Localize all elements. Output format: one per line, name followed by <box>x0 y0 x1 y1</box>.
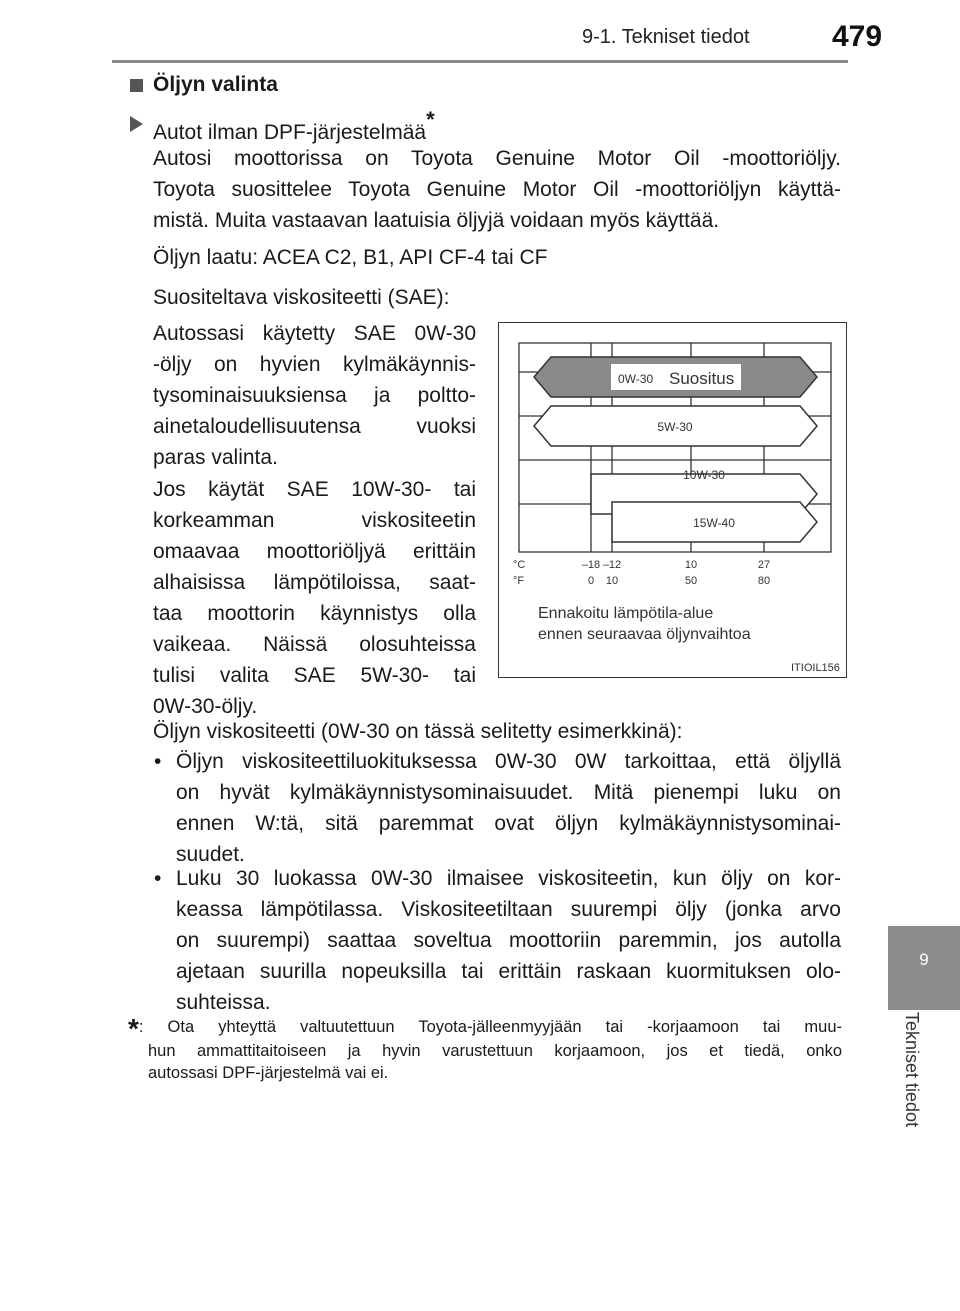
text-line: autossasi DPF-järjestelmä vai ei. <box>148 1064 389 1082</box>
text-line: taa moottorin käynnistys olla <box>153 602 476 625</box>
text-line: Öljyn viskositeettiluokituksessa 0W-30 0W tarkoittaa, että öljyllä <box>176 750 841 773</box>
text-line: -öljy on hyvien kylmäkäynnis- <box>153 353 476 376</box>
grade-label-0w30: 0W-30 <box>618 372 654 386</box>
text-line: tulisi valita SAE 5W-30- tai <box>153 664 476 687</box>
text-line: vaikeaa. Näissä olosuhteissa <box>153 633 476 656</box>
header-section-title: 9-1. Tekniset tiedot <box>582 26 750 48</box>
text-line: Luku 30 luokassa 0W-30 ilmaisee viskositeetin, kun öljy on kor- <box>176 867 841 890</box>
explain-intro: Öljyn viskositeetti (0W-30 on tässä selitetty esimerkkinä): <box>153 720 683 743</box>
fahrenheit-tick: 10 <box>605 575 619 587</box>
text-line: suudet. <box>176 843 245 866</box>
bullet-item <box>154 746 841 870</box>
text-line: tysominaisuuksiensa ja poltto- <box>153 384 476 407</box>
triangle-bullet-icon <box>130 116 143 132</box>
text-line: Jos käytät SAE 10W-30- tai <box>153 478 476 501</box>
text-line: korkeamman viskositeetin <box>153 509 476 532</box>
bullet-item <box>154 863 841 1018</box>
section-square-icon <box>130 79 143 92</box>
viscosity-chart <box>499 323 845 676</box>
fahrenheit-tick: 50 <box>684 575 698 587</box>
text-line: Toyota suosittelee Toyota Genuine Motor Oil -moottoriöljyn käyttä- <box>153 178 841 201</box>
celsius-tick: 10 <box>684 559 698 571</box>
text-line: on suurempi) saattaa soveltua moottoriin paremmin, jos autolla <box>176 929 841 952</box>
viscosity-figure <box>498 322 847 678</box>
header-rule <box>112 60 848 63</box>
text-line: ajetaan suurilla nopeuksilla tai erittäin raskaan kuormituksen olo- <box>176 960 841 983</box>
text-line: ennen W:tä, sitä paremmat ovat öljyn kylmäkäynnistysominai- <box>176 812 841 835</box>
intro-paragraph <box>153 143 841 236</box>
fahrenheit-tick: 0 <box>587 575 595 587</box>
grade-label-15w40: 15W-40 <box>693 516 735 530</box>
footnote <box>128 1013 842 1084</box>
text-line: *: Ota yhteyttä valtuutettuun Toyota-jälleenmyyjään tai -korjaamoon tai muu- <box>128 1013 842 1044</box>
figure-caption-line: ennen seuraavaa öljynvaihtoa <box>538 626 751 643</box>
celsius-tick: 27 <box>757 559 771 571</box>
grade-label-5w30: 5W-30 <box>657 420 693 434</box>
text-line: keassa lämpötilassa. Viskositeetiltaan suurempi öljy (jonka arvo <box>176 898 841 921</box>
oil-quality-line: Öljyn laatu: ACEA C2, B1, API CF-4 tai CF <box>153 246 548 269</box>
column-paragraph-1 <box>153 318 476 473</box>
text-line: alhaisissa lämpötiloissa, saat- <box>153 571 476 594</box>
grade-label-10w30: 10W-30 <box>683 468 725 482</box>
section-title: Öljyn valinta <box>153 73 278 96</box>
unit-fahrenheit: °F <box>513 575 525 587</box>
footnote-reference: * <box>426 107 435 132</box>
page-number: 479 <box>832 20 883 53</box>
viscosity-line: Suositeltava viskositeetti (SAE): <box>153 286 450 309</box>
subsection-title: Autot ilman DPF-järjestelmää* <box>153 107 435 144</box>
unit-celsius: °C <box>513 559 526 571</box>
figure-caption-line: Ennakoitu lämpötila-alue <box>538 605 714 622</box>
chapter-tab-number: 9 <box>919 950 929 969</box>
text-line: suhteissa. <box>176 991 271 1014</box>
text-line: omaavaa moottoriöljyä erittäin <box>153 540 476 563</box>
recommended-label: Suositus <box>669 369 735 388</box>
text-line: hun ammattitaitoiseen ja hyvin varustettuun korjaamoon, jos et tiedä, onko <box>148 1042 842 1060</box>
text-line: ainetaloudellisuutensa vuoksi <box>153 415 476 438</box>
celsius-tick: –18 <box>581 559 601 571</box>
fahrenheit-tick: 80 <box>757 575 771 587</box>
figure-code: ITIOIL156 <box>791 662 840 674</box>
text-line: paras valinta. <box>153 446 278 469</box>
bullet-marker: • <box>154 867 162 890</box>
bullet-marker: • <box>154 750 162 773</box>
text-line: Autossasi käytetty SAE 0W-30 <box>153 322 476 345</box>
chapter-tab-label: Tekniset tiedot <box>902 1012 922 1128</box>
text-line: 0W-30-öljy. <box>153 695 258 718</box>
text-line: mistä. Muita vastaavan laatuisia öljyjä voidaan myös käyttää. <box>153 209 720 232</box>
text-line: on hyvät kylmäkäynnistysominaisuudet. Mitä pienempi luku on <box>176 781 841 804</box>
text-line: Autosi moottorissa on Toyota Genuine Motor Oil -moottoriöljy. <box>153 147 841 170</box>
footnote-mark: * <box>128 1013 139 1044</box>
column-paragraph-2 <box>153 474 476 722</box>
celsius-tick: –12 <box>602 559 622 571</box>
